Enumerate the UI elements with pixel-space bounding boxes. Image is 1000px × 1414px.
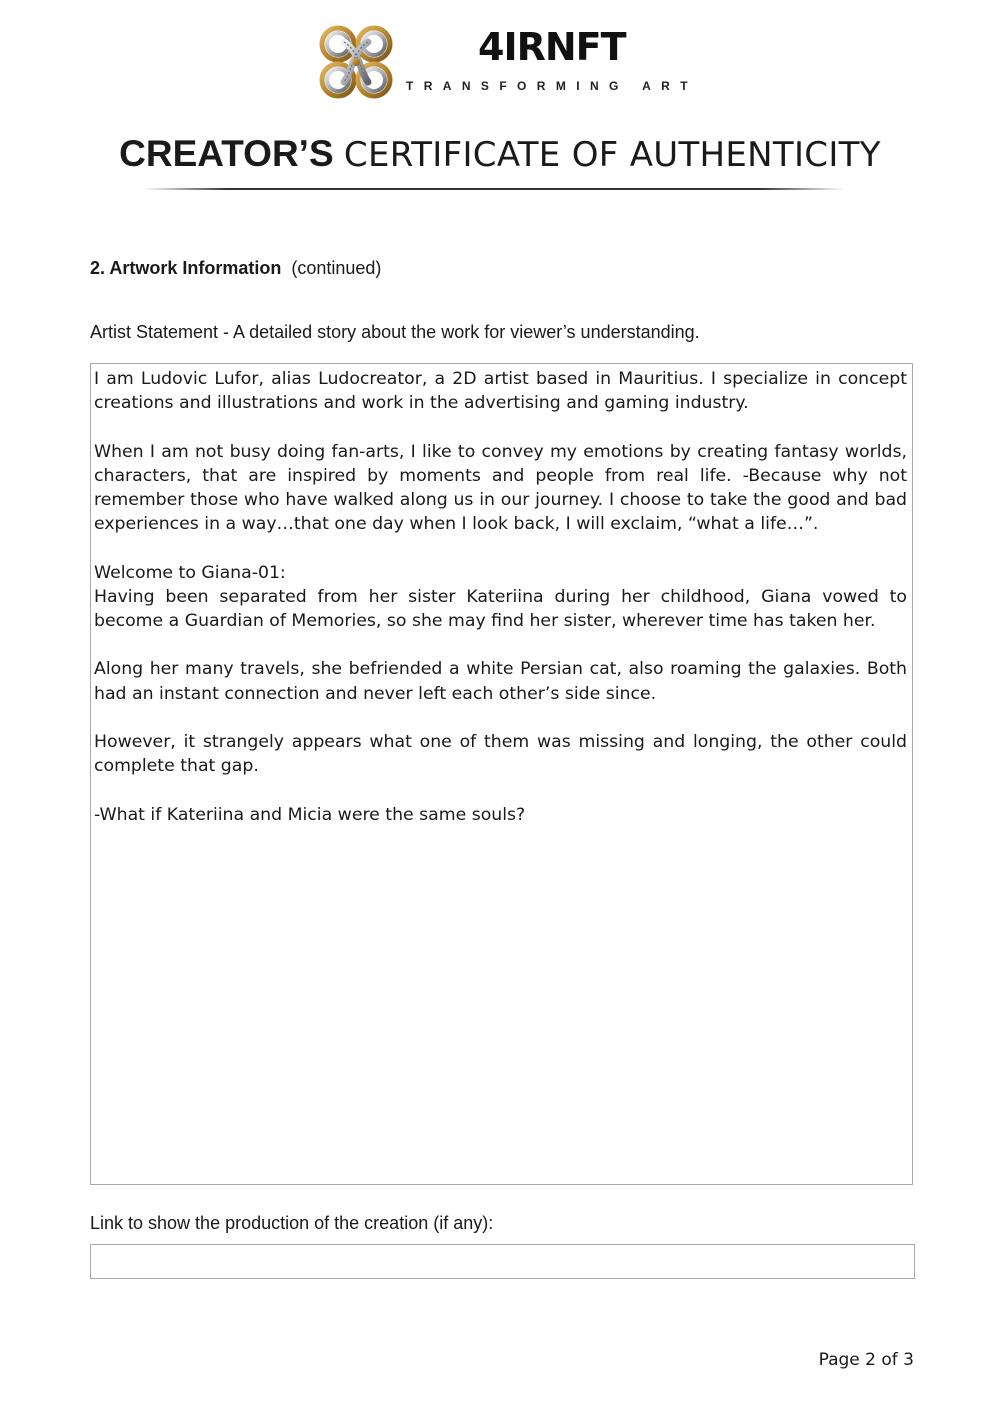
artist-statement-label: Artist Statement - A detailed story about the work for viewer’s understanding. [90, 322, 700, 342]
certificate-title-rest: CERTIFICATE OF AUTHENTICITY [343, 135, 881, 175]
brand-name: 4IRNFT [478, 25, 626, 69]
statement-paragraph: I am Ludovic Lufor, alias Ludocreator, a 2D artist based in Mauritius. I specialize in concept creations and illustrations and work in the advertising and gaming industry. [94, 369, 907, 414]
section-heading [90, 258, 381, 280]
statement-paragraph: Welcome to Giana-01: [94, 562, 286, 583]
certificate-title-bold: CREATOR’S [119, 133, 334, 174]
document-header [0, 22, 1000, 104]
production-link-label: Link to show the production of the creation (if any): [90, 1213, 494, 1233]
infinity-knot-logo-icon [316, 22, 396, 102]
section-heading-title: 2. Artwork Information [90, 258, 282, 278]
title-divider [144, 188, 844, 190]
production-link-field[interactable] [90, 1244, 915, 1279]
certificate-title [0, 134, 1000, 175]
section-heading-suffix: (continued) [291, 258, 382, 278]
statement-paragraph: Having been separated from her sister Kateriina during her childhood, Giana vowed to become a Guardian of Memories, so she may find her sister, wherever time has taken her. [94, 586, 907, 631]
brand-tagline: TRANSFORMING ART [406, 79, 698, 93]
statement-paragraph: When I am not busy doing fan-arts, I like to convey my emotions by creating fantasy worlds, characters, that are inspired by moments and people from real life. -Because why not remember those who have walked along us in our journey. I choose to take the good and bad experiences in a way…that one day when I look back, I will exclaim, “what a life…”. [94, 441, 907, 535]
artist-statement-field[interactable] [90, 363, 913, 1185]
statement-paragraph: Along her many travels, she befriended a white Persian cat, also roaming the galaxies. Both had an instant connection and never left each other’s side since. [94, 659, 907, 704]
statement-paragraph: However, it strangely appears what one of them was missing and longing, the other could complete that gap. [94, 731, 907, 777]
statement-paragraph: -What if Kateriina and Micia were the same souls? [94, 804, 526, 825]
page-number: Page 2 of 3 [818, 1350, 914, 1370]
